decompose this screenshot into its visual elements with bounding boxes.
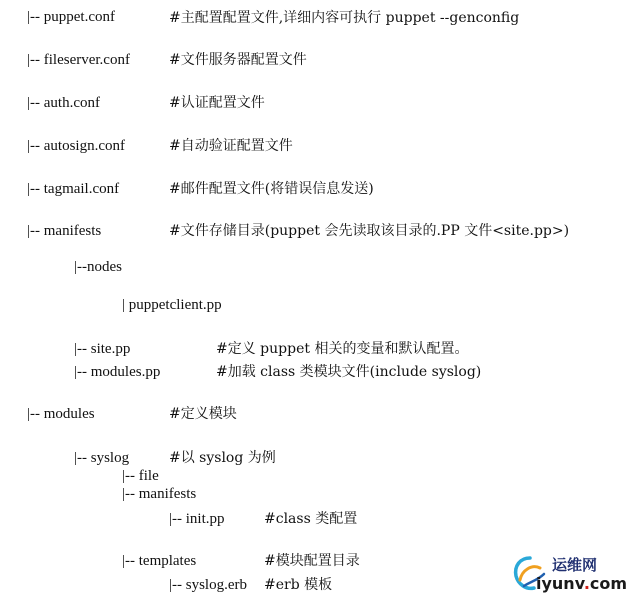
tree-label: |-- auth.conf [27,95,100,111]
comment: #主配置配置文件,详细内容可执行 puppet --genconfig [169,10,520,26]
tree-label: |-- fileserver.conf [27,52,130,68]
tree-label: |-- manifests [122,486,197,502]
tree-label: |--nodes [74,259,122,275]
tree-label: |-- site.pp [74,341,131,357]
comment: #定义模块 [169,406,237,422]
comment: #模块配置目录 [264,553,360,569]
tree-label: | puppetclient.pp [122,297,222,313]
watermark-logo [508,552,627,596]
comment: #自动验证配置文件 [169,138,293,154]
tree-label: |-- tagmail.conf [27,181,120,197]
comment: #文件服务器配置文件 [169,52,307,68]
comment: #认证配置文件 [169,95,265,111]
comment: #class 类配置 [264,511,358,527]
tree-label: |-- init.pp [169,511,225,527]
tree-label: |-- puppet.conf [27,9,115,25]
tree-label: |-- syslog.erb [169,577,247,593]
tree-label: |-- file [122,468,159,484]
watermark-bottom-text: iyunv.com [536,574,627,593]
comment: #erb 模板 [264,577,333,593]
comment: #文件存储目录(puppet 会先读取该目录的.PP 文件<site.pp>) [169,223,570,239]
tree-label: |-- modules [27,406,95,422]
tree-label: |-- modules.pp [74,364,161,380]
tree-label: |-- autosign.conf [27,138,125,154]
comment: #以 syslog 为例 [169,450,276,466]
comment: #加载 class 类模块文件(include syslog) [216,364,482,380]
watermark-top-text: 运维网 [552,556,598,574]
comment: #邮件配置文件(将错误信息发送) [169,181,374,197]
tree-label: |-- templates [122,553,197,569]
tree-label: |-- manifests [27,223,102,239]
tree-label: |-- syslog [74,450,130,466]
comment: #定义 puppet 相关的变量和默认配置。 [216,341,469,357]
